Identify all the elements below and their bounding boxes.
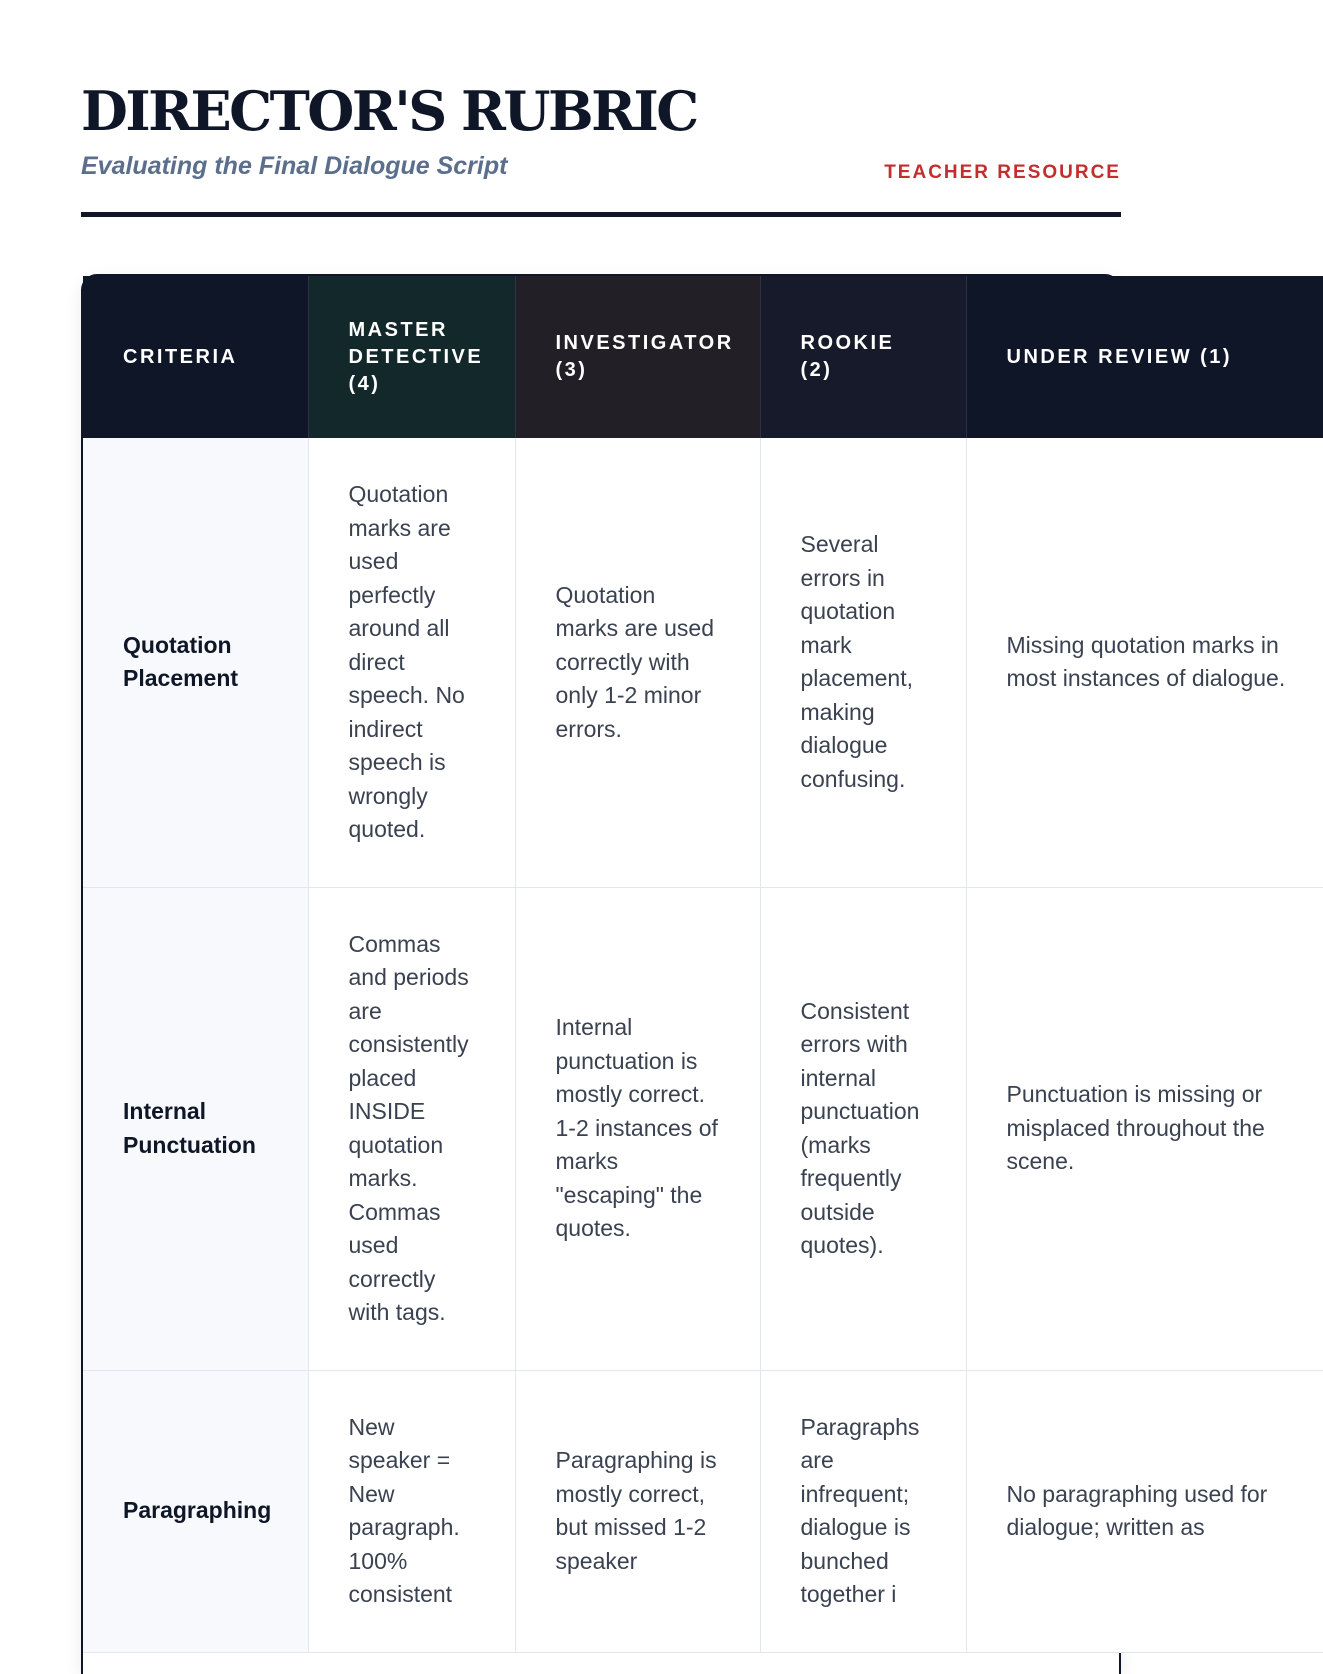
page-header (81, 80, 1121, 220)
page-title: DIRECTOR'S RUBRIC (81, 79, 697, 143)
column-header-investigator: INVESTIGATOR (3) (515, 276, 760, 438)
table-header-row (83, 276, 1323, 438)
table-row (83, 887, 1323, 1370)
page-subtitle: Evaluating the Final Dialogue Script (81, 152, 508, 180)
level-cell-master: Quotation marks are used perfectly around all direct speech. No indirect speech is wrongly quoted. (308, 438, 515, 887)
level-cell-investigator: Internal punctuation is mostly correct. 1-2 instances of marks "escaping" the quotes. (515, 887, 760, 1370)
criterion-cell: Internal Punctuation (83, 887, 308, 1370)
table-row (83, 1370, 1323, 1652)
criterion-cell: Paragraphing (83, 1370, 308, 1652)
level-cell-under-review: Punctuation is missing or misplaced throughout the scene. (966, 887, 1323, 1370)
rubric-table (83, 276, 1323, 1653)
level-cell-master: New speaker = New paragraph. 100% consistent (308, 1370, 515, 1652)
level-cell-rookie: Several errors in quotation mark placement, making dialogue confusing. (760, 438, 966, 887)
criterion-cell: Quotation Placement (83, 438, 308, 887)
level-cell-master: Commas and periods are consistently placed INSIDE quotation marks. Commas used correctly with tags. (308, 887, 515, 1370)
table-row (83, 438, 1323, 887)
column-header-rookie: ROOKIE (2) (760, 276, 966, 438)
column-header-under-review: UNDER REVIEW (1) (966, 276, 1323, 438)
level-cell-investigator: Quotation marks are used correctly with only 1-2 minor errors. (515, 438, 760, 887)
resource-badge: TEACHER RESOURCE (884, 162, 1121, 183)
column-header-master-detective: MASTER DETECTIVE (4) (308, 276, 515, 438)
level-cell-under-review: Missing quotation marks in most instances of dialogue. (966, 438, 1323, 887)
level-cell-rookie: Consistent errors with internal punctuation (marks frequently outside quotes). (760, 887, 966, 1370)
level-cell-investigator: Paragraphing is mostly correct, but missed 1-2 speaker (515, 1370, 760, 1652)
header-divider (81, 212, 1121, 217)
column-header-criteria: CRITERIA (83, 276, 308, 438)
level-cell-under-review: No paragraphing used for dialogue; written as (966, 1370, 1323, 1652)
rubric-table-container[interactable] (81, 274, 1286, 1674)
level-cell-rookie: Paragraphs are infrequent; dialogue is bunched together i (760, 1370, 966, 1652)
